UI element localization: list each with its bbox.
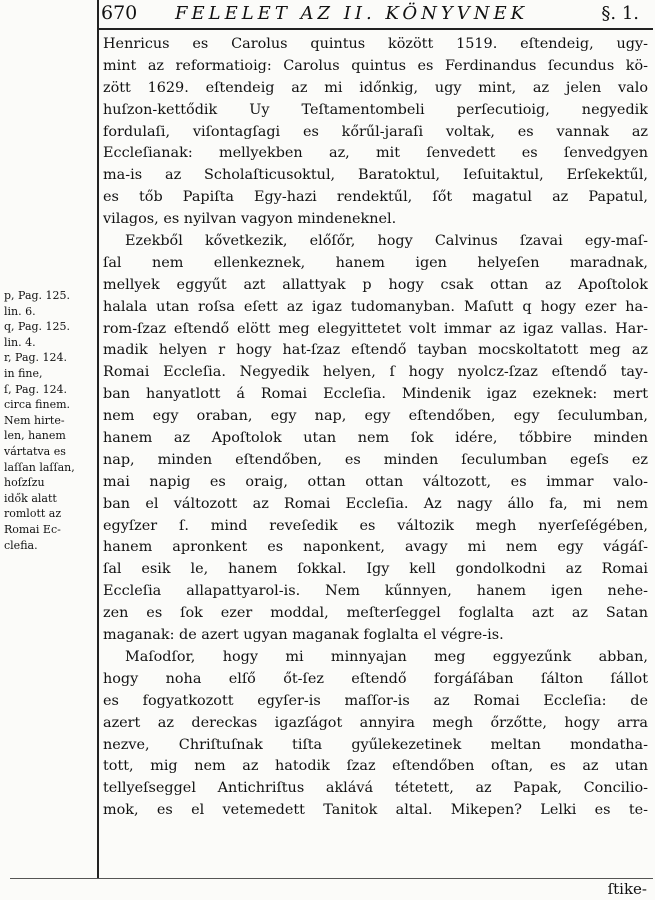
- text-line: zen es ſok ezer moddal, meſterſeggel foglalta azt az Satan: [103, 605, 648, 622]
- margin-note-line: p, Pag. 125.: [4, 289, 71, 302]
- body-text: [103, 34, 648, 822]
- text-line: vilagos, es nyilvan vagyon mindeneknel.: [103, 211, 397, 228]
- catchword: ſtike-: [607, 880, 647, 898]
- text-line: maganak: de azert ugyan maganak foglalta el végre-is.: [103, 627, 504, 644]
- text-line: ſal esik le, hanem ſokkal. Igy kell gondolkodni az Romai: [103, 561, 648, 578]
- margin-note-line: hoſzſzu: [4, 476, 45, 490]
- text-line: egyſzer ſ. mind reveſedik es változik megh nyerſeſégében,: [103, 517, 648, 534]
- page-bottom-edge: [10, 878, 653, 879]
- text-line: hanem apronkent es naponkent, avagy mi nem egy vágáſ-: [103, 539, 648, 556]
- page-number: 670: [101, 2, 138, 24]
- margin-note-line: ſ, Pag. 124.: [4, 382, 68, 396]
- text-line: hanem az Apoſtolok utan nem ſok idére, tőbbire minden: [103, 430, 648, 447]
- section-mark: §. 1.: [601, 3, 639, 24]
- running-title: FELELET AZ II. KÖNYVNEK: [175, 3, 529, 24]
- margin-note-line: vártatva es: [4, 444, 66, 458]
- text-line: nem egy oraban, egy nap, egy eſtendőben, egy ſeculumban,: [103, 408, 648, 425]
- margin-note-line: circa finem.: [4, 398, 71, 412]
- margin-note-line: lin. 4.: [4, 335, 36, 349]
- text-line: tott, mig nem az hatodik ſzaz eſtendőben oſtan, es az utan: [103, 758, 648, 775]
- text-line: nap, minden eſtendőben, es minden ſeculumban egeſs ez: [103, 451, 648, 468]
- running-header: [101, 2, 653, 28]
- text-line: azert az dereckas igazſágot annyira megh őrzőtte, hogy arra: [103, 714, 648, 731]
- margin-note-line: len, hanem: [4, 429, 66, 443]
- text-line: es fogyatkozott egyſer-is maſſor-is az Romai Eccleſia: de: [103, 692, 648, 709]
- margin-note-line: in fine,: [4, 366, 43, 380]
- margin-rule: [97, 0, 99, 878]
- margin-note-line: romlott az: [4, 507, 62, 521]
- margin-note-line: Romai Ec-: [4, 522, 61, 536]
- margin-note-line: idők alatt: [4, 491, 57, 505]
- text-line: rom-ſzaz eſtendő elött meg elegyittetet volt immar az igaz vallas. Har-: [103, 320, 648, 337]
- margin-note-line: laſſan laſſan,: [4, 460, 75, 474]
- text-line: Ezekből kővetkezik, előſőr, hogy Calvinus ſzavai egy-maſ-: [125, 233, 648, 250]
- text-line: madik helyen r hogy hat-ſzaz eſtendő tayban mocskoltatott meg az: [103, 342, 648, 359]
- margin-note-line: clefia.: [4, 538, 38, 552]
- text-line: zött 1629. eſtendeig az mi időnkig, ugy mint, az jelen valo: [103, 79, 648, 96]
- text-line: mai napig es oraig, ottan ottan változott, es immar valo-: [103, 473, 648, 490]
- text-line: mellyek eggyűt azt allattyak p hogy csak ottan az Apoſtolok: [103, 276, 648, 293]
- text-line: nezve, Chriſtuſnak tiſta gyűlekezetinek meltan mondatha-: [103, 736, 648, 753]
- margin-notes: [4, 288, 96, 553]
- text-line: huſzon-kettődik Uy Teſtamentombeli perſecutioig, negyedik: [103, 101, 648, 118]
- text-line: fordulaſi, viſontagſagi es kőrűl-jaraſi voltak, es vannak az: [103, 123, 648, 140]
- text-line: mok, es el vetemedett Tanitok altal. Mikepen? Lelki es te-: [103, 802, 648, 819]
- text-line: Henricus es Carolus quintus között 1519. eſtendeig, ugy-: [103, 36, 648, 52]
- margin-note-line: lin. 6.: [4, 304, 36, 318]
- text-line: es tőb Papiſta Egy-hazi rendektűl, ſőt magatul az Papatul,: [103, 189, 648, 206]
- text-line: tellyeſseggel Antichriſtus aklává tétetett, az Papak, Concilio-: [103, 780, 648, 797]
- text-line: Maſodſor, hogy mi minnyajan meg eggyezűnk abban,: [125, 648, 648, 665]
- header-rule: [97, 28, 653, 30]
- text-line: Eccleſianak: mellyekben az, mit ſenvedett es ſenvedgyen: [103, 145, 648, 162]
- text-line: mint az reformatioig: Carolus quintus es Ferdinandus ſecundus kö-: [103, 57, 648, 74]
- text-line: ban hanyatlott á Romai Eccleſia. Mindenik igaz ezeknek: mert: [103, 386, 648, 403]
- text-line: ſal nem ellenkeznek, hanem igen helyeſen maradnak,: [103, 254, 648, 271]
- text-line: halala utan roſsa eſett az igaz tudomanyban. Maſutt q hogy ezer ha-: [103, 298, 648, 315]
- text-line: ban el változott az Romai Eccleſia. Az nagy állo fa, mi nem: [103, 495, 648, 512]
- margin-note-line: q, Pag. 125.: [4, 320, 71, 334]
- text-line: ma-is az Scholaſticusoktul, Baratoktul, Ieſuitaktul, Erſekektűl,: [103, 167, 648, 184]
- margin-note-line: Nem hirte-: [4, 413, 65, 427]
- margin-note-line: r, Pag. 124.: [4, 351, 68, 365]
- text-line: Romai Eccleſia. Negyedik helyen, ſ hogy nyolcz-ſzaz eſtendő tay-: [103, 364, 648, 381]
- text-line: Eccleſia allapattyarol-is. Nem kűnnyen, hanem igen nehe-: [103, 583, 648, 600]
- text-line: hogy noha elſő őt-ſez eſtendő forgáſában ſálton ſállot: [103, 670, 648, 687]
